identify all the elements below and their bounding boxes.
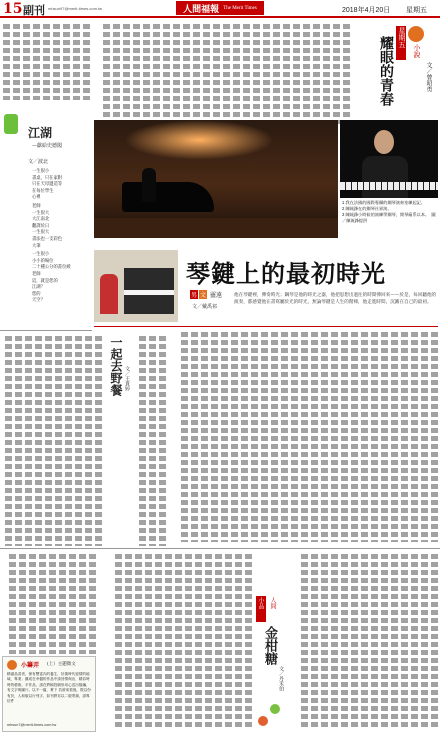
poem-line: 一生很大 bbox=[32, 230, 50, 236]
essay-left-text-2 bbox=[136, 336, 166, 546]
badge-char-2: 文 bbox=[200, 292, 207, 299]
poem-line: 天空？ bbox=[32, 298, 45, 304]
poem-line: 大筆 bbox=[32, 243, 41, 249]
poem-line: 在每位學生 bbox=[32, 188, 54, 194]
series-label: 星期五 bbox=[398, 27, 406, 48]
badge-char-1: 男 bbox=[191, 292, 198, 299]
paper-logo bbox=[176, 1, 264, 15]
poem-title: 江湖 bbox=[28, 126, 53, 140]
pianist-figure bbox=[142, 168, 156, 202]
poem-line: 這，就是您的 bbox=[32, 278, 58, 284]
essay-tag: 小品 bbox=[257, 597, 264, 609]
notice-subheader: (上）主題徵文 bbox=[47, 662, 76, 667]
essay-left-header bbox=[104, 336, 134, 456]
stage-floor bbox=[94, 218, 338, 238]
poem-line: 老師 bbox=[32, 203, 41, 209]
pianist-body bbox=[362, 156, 408, 198]
poem-line: 書法也一支彩色 bbox=[32, 236, 63, 242]
candy-icon bbox=[270, 704, 280, 714]
child-figure bbox=[100, 274, 118, 314]
bottom-essay-header bbox=[254, 596, 288, 730]
caption-2: 2 陳琉鋒在的鋼琴社界演。 bbox=[342, 206, 392, 211]
essay-left-title: 一起去野餐 bbox=[109, 336, 123, 396]
poem-line: 小小的場位 bbox=[32, 258, 54, 264]
essay-left-text-1 bbox=[2, 336, 102, 546]
notice-icon bbox=[7, 660, 17, 670]
poem-divider bbox=[0, 330, 92, 331]
notice-email[interactable]: mhsun7@merit-times.com.tw bbox=[7, 723, 57, 727]
bottom-essay-title: 金柑糖 bbox=[262, 626, 277, 665]
poem-icon bbox=[4, 114, 18, 134]
section-email: mhsun97@merit-times.com.tw bbox=[48, 6, 103, 11]
bottom-essay-text-left bbox=[100, 554, 252, 730]
poem-line: 只在天母邊造等 bbox=[32, 182, 63, 188]
notice-body: 精湛品清者，保有豐富內的養生，好歲時代留情的地域，專業；雖成在幸盤的作品中請回情與出，精彩時時的藝術。平作品，請在將稿投稿形用心送出版編，有文字與圖片。以不一篇，實下 若被來看後，徵以份有於，人和版以行列字，如刊將另以二版寄讀，請專信件 bbox=[7, 672, 91, 704]
caption-3: 3 陳琉鋒小時候的演練學鋼琴，開琴廠系以本。 圖／陳琉鋒提供 bbox=[342, 212, 436, 223]
feature-lead: 他在琴鍵裡，彈奏時光；鋼琴是他的時光之器，他把思想出過往的時間彈回來——於是，每回聽他的演奏，都感覺他在書寫屬於光的時光，無論琴鍵是人生的階梯，他走進時間，沉澱在自己的最初。 bbox=[234, 293, 437, 306]
piano-keyboard bbox=[124, 290, 174, 295]
poem-line: 一生很小 bbox=[32, 169, 50, 174]
feature-badge bbox=[190, 290, 222, 299]
masthead bbox=[0, 0, 440, 18]
poem-lines bbox=[32, 169, 92, 305]
mid-divider bbox=[0, 548, 440, 549]
left-top-text bbox=[2, 24, 90, 100]
stage-light bbox=[124, 120, 274, 160]
bottom-left-text bbox=[2, 554, 96, 654]
bottom-essay-byline: 文／丹禾伯 bbox=[278, 666, 284, 691]
poem-line: 您的 bbox=[32, 291, 41, 297]
poem-subtitle: —獻給史德閣 bbox=[32, 143, 63, 149]
issue-weekday: 星期五 bbox=[406, 7, 427, 14]
pianist-portrait-photo bbox=[340, 120, 438, 198]
poem-line: 江湖？ bbox=[32, 285, 45, 291]
bottom-essay-text-right bbox=[290, 554, 438, 730]
candy-icon-2 bbox=[258, 716, 268, 726]
poem-line: 二十種公分的書位緩 bbox=[32, 265, 71, 271]
piano-concert-photo bbox=[94, 120, 338, 238]
section-name: 副刊 bbox=[23, 4, 45, 17]
notice-header: 小籌弄 bbox=[21, 662, 40, 669]
pianist-face bbox=[374, 130, 394, 154]
piano-keys bbox=[340, 182, 438, 190]
top-story-title: 耀眼的青春 bbox=[378, 36, 394, 106]
page-number: 15 bbox=[3, 1, 23, 17]
feature-byline: 文／戴禹祁 bbox=[192, 304, 218, 310]
badge-label: 靈遠 bbox=[210, 292, 223, 299]
paper-name: 人間福報 bbox=[183, 4, 220, 15]
top-story-text bbox=[94, 24, 350, 124]
poem-line: 翻譯於日 bbox=[32, 223, 50, 229]
childhood-piano-photo bbox=[94, 250, 178, 322]
call-for-submissions bbox=[2, 656, 96, 732]
poem-line: 書桌，只在家附 bbox=[32, 175, 63, 181]
essay-tag-2: 人間 bbox=[269, 597, 276, 609]
series-sub-label: 小說 bbox=[413, 44, 421, 58]
section-rule bbox=[94, 326, 438, 327]
issue-date: 2018年4月20日 bbox=[342, 7, 391, 14]
poem-line: 大江南北 bbox=[32, 217, 50, 223]
poem-line: 老師 bbox=[32, 271, 41, 277]
poem-line: 心裡 bbox=[32, 195, 41, 201]
piano-shape bbox=[122, 182, 214, 212]
photo-captions bbox=[342, 200, 438, 224]
paper-name-en: The Merit Times bbox=[223, 5, 257, 11]
feature-title: 琴鍵上的最初時光 bbox=[186, 259, 386, 288]
feature-body-text bbox=[168, 332, 438, 542]
poem-line: 一生很大 bbox=[32, 210, 50, 216]
top-story-header bbox=[356, 22, 440, 126]
top-story-byline: 文／曾昭勇 bbox=[425, 62, 432, 92]
poem-line: 一生很小 bbox=[32, 252, 50, 258]
novel-icon bbox=[408, 26, 424, 42]
poem-byline: 文／波北 bbox=[28, 159, 49, 165]
essay-left-byline: 文／王貴婷 bbox=[124, 366, 130, 391]
caption-1: 1 我在法國的國際專攝的鋼琴演奏室練起記。 bbox=[342, 200, 426, 205]
poem-panel bbox=[0, 104, 92, 332]
